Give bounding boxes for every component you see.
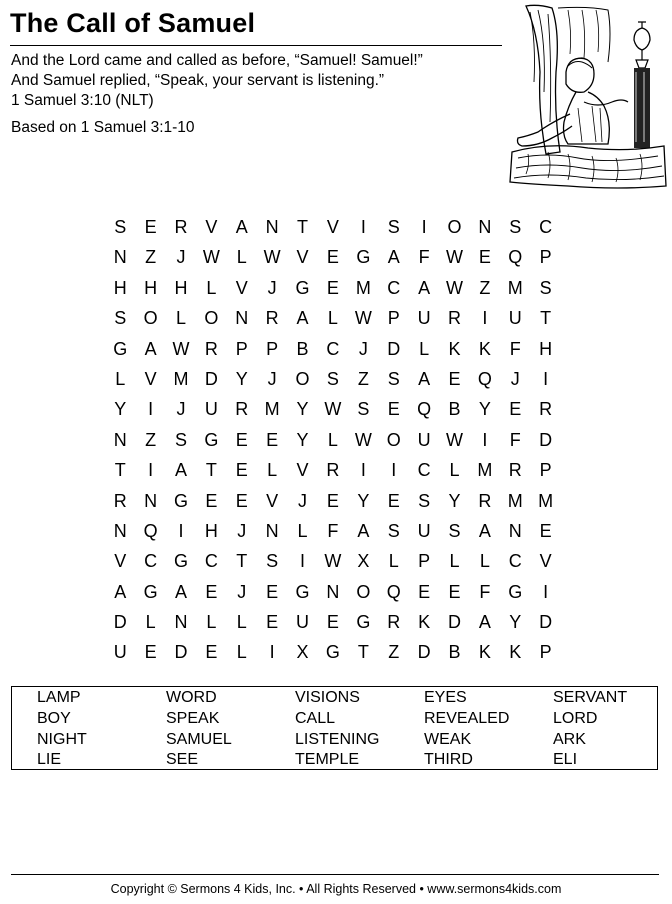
grid-letter: Z — [388, 642, 400, 663]
grid-letter: U — [113, 642, 127, 663]
grid-letter: D — [113, 612, 127, 633]
grid-letter: E — [266, 429, 279, 450]
grid-letter: E — [326, 612, 339, 633]
grid-letter: N — [508, 520, 522, 541]
grid-letter: J — [358, 338, 368, 359]
grid-letter: J — [176, 399, 186, 420]
grid-letter: H — [204, 520, 218, 541]
grid-letter: M — [507, 277, 523, 298]
grid-letter: U — [296, 612, 310, 633]
grid-letter: S — [326, 368, 339, 389]
grid-letter: L — [327, 308, 338, 329]
word-list-item: VISIONS — [295, 689, 360, 706]
grid-letter: H — [539, 338, 553, 359]
grid-letter: V — [266, 490, 279, 511]
grid-letter: U — [204, 399, 218, 420]
grid-letter: A — [357, 520, 370, 541]
grid-letter: S — [387, 368, 400, 389]
grid-letter: R — [265, 308, 279, 329]
word-list-column — [295, 688, 379, 771]
grid-letter: I — [482, 308, 488, 329]
grid-letter: A — [387, 247, 400, 268]
grid-letter: E — [418, 581, 431, 602]
grid-letter: D — [204, 368, 218, 389]
word-list-item: CALL — [295, 709, 336, 727]
page-title: The Call of Samuel — [10, 8, 256, 38]
grid-letter: G — [356, 247, 371, 268]
grid-letter: W — [172, 338, 190, 359]
grid-letter: Y — [478, 399, 491, 420]
grid-letter: E — [235, 429, 248, 450]
grid-letter: D — [539, 612, 553, 633]
grid-letter: I — [543, 581, 549, 602]
grid-letter: L — [236, 612, 247, 633]
grid-letter: L — [327, 429, 338, 450]
grid-letter: L — [206, 277, 217, 298]
word-list-item: LAMP — [37, 689, 81, 706]
grid-letter: N — [113, 429, 127, 450]
grid-letter: M — [507, 490, 523, 511]
grid-letter: S — [114, 308, 127, 329]
grid-letter: D — [174, 642, 188, 663]
grid-letter: H — [113, 277, 127, 298]
grid-letter: A — [174, 581, 187, 602]
grid-letter: J — [267, 277, 277, 298]
grid-letter: Q — [477, 368, 492, 389]
grid-letter: L — [236, 247, 247, 268]
word-list-item: ELI — [553, 751, 578, 769]
grid-letter: L — [267, 460, 278, 481]
grid-letter: E — [326, 490, 339, 511]
grid-letter: U — [417, 308, 431, 329]
verse-line-2: And Samuel replied, “Speak, your servant is listening.” — [11, 72, 385, 89]
grid-letter: E — [205, 581, 218, 602]
grid-letter: E — [235, 460, 248, 481]
grid-letter: J — [176, 247, 186, 268]
grid-letter: L — [479, 551, 490, 572]
grid-letter: O — [386, 429, 401, 450]
grid-letter: S — [114, 217, 127, 237]
scripture-verse — [11, 51, 423, 111]
grid-letter: T — [236, 551, 248, 572]
grid-letter: F — [509, 429, 521, 450]
grid-letter: G — [356, 612, 371, 633]
grid-letter: Q — [508, 247, 523, 268]
grid-letter: F — [418, 247, 430, 268]
grid-letter: I — [360, 460, 366, 481]
grid-letter: I — [300, 551, 306, 572]
grid-letter: N — [113, 520, 127, 541]
grid-letter: W — [324, 551, 342, 572]
grid-letter: T — [540, 308, 552, 329]
grid-letter: R — [204, 338, 218, 359]
grid-letter: N — [265, 217, 279, 237]
grid-letter: B — [448, 399, 461, 420]
grid-letter: Z — [479, 277, 491, 298]
grid-letter: O — [447, 217, 462, 237]
grid-letter: R — [447, 308, 461, 329]
grid-letter: E — [205, 490, 218, 511]
grid-letter: E — [266, 581, 279, 602]
grid-letter: F — [479, 581, 491, 602]
grid-letter: V — [296, 460, 309, 481]
word-list-item: LORD — [553, 709, 598, 727]
word-list-column — [166, 688, 232, 771]
word-list-column — [37, 688, 87, 771]
grid-letter: I — [178, 520, 184, 541]
grid-letter: Z — [357, 368, 369, 389]
grid-letter: S — [174, 429, 187, 450]
grid-letter: H — [144, 277, 158, 298]
grid-letter: L — [388, 551, 399, 572]
copyright-footer: Copyright © Sermons 4 Kids, Inc. • All Rights Reserved • www.sermons4kids.com — [110, 882, 562, 896]
grid-letter: U — [417, 429, 431, 450]
grid-letter: C — [326, 338, 340, 359]
grid-letter: E — [478, 247, 491, 268]
verse-line-1: And the Lord came and called as before, “Samuel! Samuel!” — [11, 52, 423, 69]
grid-letter: T — [114, 460, 126, 481]
grid-letter: Y — [114, 399, 127, 420]
grid-letter: I — [482, 429, 488, 450]
grid-letter: A — [144, 338, 157, 359]
grid-letter: Q — [143, 520, 158, 541]
grid-letter: J — [298, 490, 308, 511]
grid-letter: P — [266, 338, 279, 359]
grid-letter: G — [204, 429, 219, 450]
grid-letter: E — [205, 642, 218, 663]
verse-reference: 1 Samuel 3:10 (NLT) — [11, 92, 154, 109]
grid-letter: D — [447, 612, 461, 633]
grid-letter: E — [448, 581, 461, 602]
grid-letter: N — [478, 217, 492, 237]
grid-letter: Y — [509, 612, 522, 633]
grid-letter: E — [387, 490, 400, 511]
grid-letter: G — [173, 551, 188, 572]
grid-letter: S — [387, 217, 400, 237]
grid-letter: Y — [235, 368, 248, 389]
grid-letter: M — [477, 460, 493, 481]
grid-letter: C — [204, 551, 218, 572]
grid-letter: A — [296, 308, 309, 329]
grid-letter: O — [204, 308, 219, 329]
grid-letter: A — [418, 277, 431, 298]
grid-letter: P — [387, 308, 400, 329]
based-on-reference: Based on 1 Samuel 3:1-10 — [11, 119, 195, 136]
grid-letter: G — [173, 490, 188, 511]
grid-letter: L — [449, 551, 460, 572]
grid-letter: O — [356, 581, 371, 602]
grid-letter: W — [202, 247, 220, 268]
grid-letter: J — [237, 520, 247, 541]
grid-letter: W — [445, 429, 463, 450]
grid-letter: V — [296, 247, 309, 268]
grid-letter: V — [235, 277, 248, 298]
grid-letter: I — [391, 460, 397, 481]
grid-letter: D — [417, 642, 431, 663]
grid-letter: E — [448, 368, 461, 389]
grid-letter: Y — [448, 490, 461, 511]
grid-letter: R — [508, 460, 522, 481]
grid-letter: M — [264, 399, 280, 420]
grid-letter: W — [445, 247, 463, 268]
grid-letter: C — [417, 460, 431, 481]
grid-letter: Y — [296, 429, 309, 450]
grid-letter: A — [235, 217, 248, 237]
grid-letter: R — [113, 490, 127, 511]
grid-letter: D — [387, 338, 401, 359]
grid-letter: P — [539, 642, 552, 663]
grid-letter: I — [148, 460, 154, 481]
grid-letter: R — [478, 490, 492, 511]
grid-letter: M — [538, 490, 554, 511]
grid-letter: Y — [357, 490, 370, 511]
grid-letter: I — [148, 399, 154, 420]
grid-letter: G — [113, 338, 128, 359]
grid-letter: L — [449, 460, 460, 481]
word-list-item: NIGHT — [37, 730, 87, 748]
grid-letter: B — [296, 338, 309, 359]
grid-letter: P — [235, 338, 248, 359]
grid-letter: K — [448, 338, 461, 359]
word-search-grid — [105, 212, 561, 668]
word-list-item: LIE — [37, 751, 62, 769]
grid-letter: W — [324, 399, 342, 420]
grid-letter: F — [509, 338, 521, 359]
grid-letter: E — [326, 247, 339, 268]
word-list-item: TEMPLE — [295, 751, 360, 769]
grid-letter: R — [174, 217, 188, 237]
title-divider — [10, 45, 502, 46]
word-list-item: THIRD — [424, 751, 473, 769]
grid-letter: K — [478, 338, 491, 359]
grid-letter: C — [539, 217, 553, 237]
grid-letter: W — [354, 308, 372, 329]
grid-letter: V — [144, 368, 157, 389]
grid-letter: N — [113, 247, 127, 268]
word-list-column — [424, 688, 509, 771]
grid-letter: T — [297, 217, 309, 237]
grid-letter: P — [418, 551, 431, 572]
grid-letter: F — [327, 520, 339, 541]
grid-letter: Z — [145, 429, 157, 450]
grid-letter: V — [539, 551, 552, 572]
grid-letter: S — [418, 490, 431, 511]
grid-letter: V — [326, 217, 339, 237]
grid-letter: S — [387, 520, 400, 541]
grid-letter: K — [478, 642, 491, 663]
word-list-item: EYES — [424, 689, 467, 706]
grid-letter: D — [539, 429, 553, 450]
grid-letter: S — [509, 217, 522, 237]
grid-letter: S — [448, 520, 461, 541]
word-list-box — [11, 686, 658, 770]
grid-letter: Y — [296, 399, 309, 420]
word-list-item: SAMUEL — [166, 730, 232, 748]
grid-letter: V — [205, 217, 218, 237]
grid-letter: R — [235, 399, 249, 420]
grid-letter: U — [417, 520, 431, 541]
word-list-item: BOY — [37, 709, 71, 727]
grid-letter: Q — [417, 399, 432, 420]
grid-letter: M — [355, 277, 371, 298]
grid-letter: G — [325, 642, 340, 663]
grid-letter: L — [175, 308, 186, 329]
grid-letter: S — [357, 399, 370, 420]
word-list-item: WORD — [166, 689, 217, 706]
grid-letter: W — [445, 277, 463, 298]
grid-letter: N — [265, 520, 279, 541]
grid-letter: E — [326, 277, 339, 298]
grid-letter: R — [387, 612, 401, 633]
grid-letter: E — [144, 642, 157, 663]
grid-letter: I — [421, 217, 427, 237]
grid-letter: S — [539, 277, 552, 298]
grid-letter: K — [509, 642, 522, 663]
grid-letter: E — [387, 399, 400, 420]
grid-letter: O — [295, 368, 310, 389]
grid-letter: R — [326, 460, 340, 481]
grid-letter: A — [418, 368, 431, 389]
grid-letter: G — [143, 581, 158, 602]
grid-letter: M — [173, 368, 189, 389]
grid-letter: C — [508, 551, 522, 572]
word-list-item: LISTENING — [295, 730, 380, 748]
grid-letter: A — [174, 460, 187, 481]
grid-letter: N — [174, 612, 188, 633]
grid-letter: N — [144, 490, 158, 511]
grid-letter: J — [237, 581, 247, 602]
word-list-item: REVEALED — [424, 709, 510, 727]
grid-letter: K — [418, 612, 431, 633]
word-list-item: WEAK — [424, 730, 472, 748]
grid-letter: Z — [145, 247, 157, 268]
grid-letter: J — [510, 368, 520, 389]
grid-letter: L — [115, 368, 126, 389]
word-list-item: SEE — [166, 751, 199, 769]
grid-letter: E — [539, 520, 552, 541]
grid-letter: X — [357, 551, 370, 572]
word-list-item: ARK — [553, 730, 586, 748]
grid-letter: G — [295, 277, 310, 298]
grid-letter: C — [387, 277, 401, 298]
grid-letter: W — [263, 247, 281, 268]
grid-letter: L — [297, 520, 308, 541]
grid-letter: A — [478, 612, 491, 633]
grid-letter: L — [236, 642, 247, 663]
grid-letter: G — [508, 581, 523, 602]
grid-letter: A — [114, 581, 127, 602]
grid-letter: W — [354, 429, 372, 450]
grid-letter: G — [295, 581, 310, 602]
grid-letter: L — [419, 338, 430, 359]
grid-letter: E — [144, 217, 157, 237]
grid-letter: E — [235, 490, 248, 511]
grid-letter: N — [326, 581, 340, 602]
grid-letter: H — [174, 277, 188, 298]
word-list-item: SPEAK — [166, 709, 220, 727]
grid-letter: P — [539, 460, 552, 481]
grid-letter: U — [508, 308, 522, 329]
grid-letter: V — [114, 551, 127, 572]
grid-letter: N — [235, 308, 249, 329]
grid-letter: B — [448, 642, 461, 663]
samuel-praying-illustration — [508, 2, 668, 190]
grid-letter: T — [205, 460, 217, 481]
grid-letter: P — [539, 247, 552, 268]
grid-letter: J — [267, 368, 277, 389]
grid-letter: I — [360, 217, 366, 237]
grid-letter: E — [509, 399, 522, 420]
grid-letter: I — [269, 642, 275, 663]
word-list-column — [553, 688, 627, 771]
grid-letter: S — [266, 551, 279, 572]
grid-letter: O — [143, 308, 158, 329]
grid-letter: T — [357, 642, 369, 663]
footer-divider — [11, 874, 659, 875]
grid-letter: E — [266, 612, 279, 633]
grid-letter: I — [543, 368, 549, 389]
grid-letter: L — [206, 612, 217, 633]
grid-letter: X — [296, 642, 309, 663]
grid-letter: L — [145, 612, 156, 633]
word-list-item: SERVANT — [553, 689, 628, 706]
grid-letter: R — [539, 399, 553, 420]
grid-letter: A — [478, 520, 491, 541]
grid-letter: C — [144, 551, 158, 572]
grid-letter: Q — [386, 581, 401, 602]
